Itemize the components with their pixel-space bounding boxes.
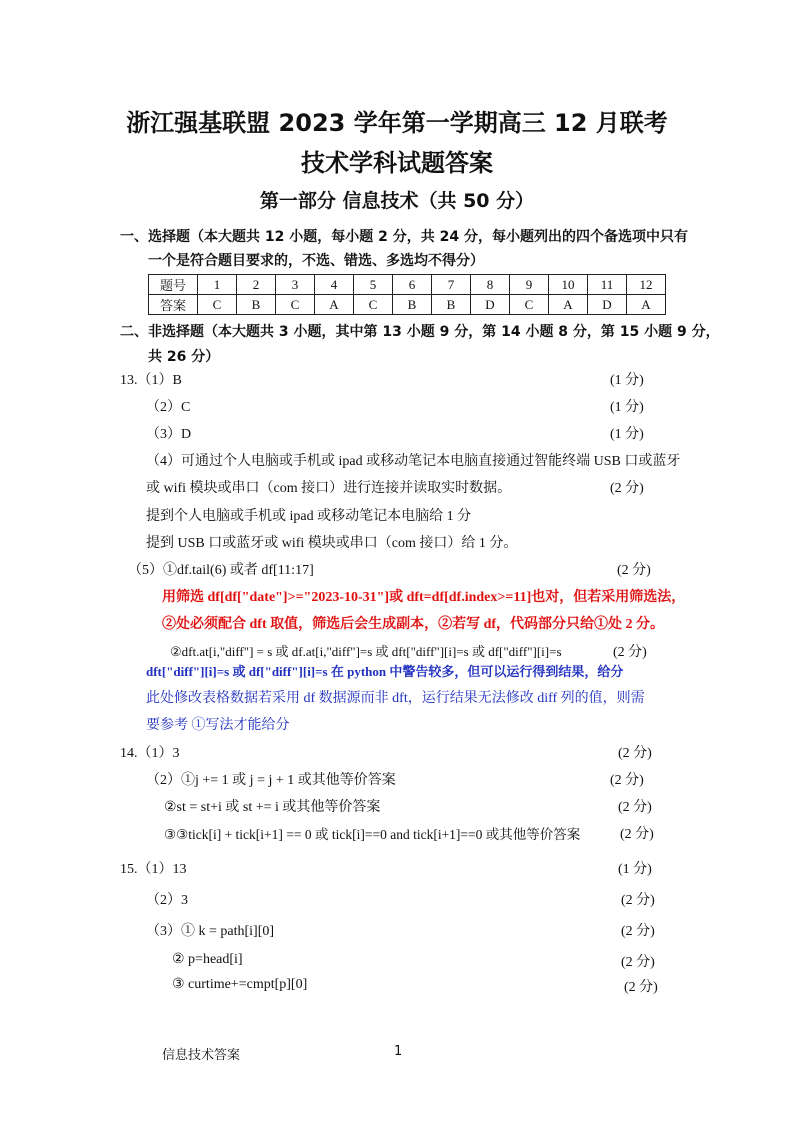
table-cell: 3 xyxy=(276,275,315,295)
q14-answer-1: 14.（1）3 xyxy=(120,746,180,761)
q13-score-4: (2 分) xyxy=(610,481,644,496)
q15-score-1: (1 分) xyxy=(618,862,652,877)
page-subtitle: 技术学科试题答案 xyxy=(301,149,493,177)
q14-score-4: (2 分) xyxy=(620,827,654,842)
table-cell: 8 xyxy=(471,275,510,295)
q13-answer-4: （4）可通过个人电脑或手机或 ipad 或移动笔记本电脑直接通过智能终端 USB 口或蓝牙 xyxy=(146,454,681,469)
table-cell: B xyxy=(393,295,432,315)
q15-answer-1: 15.（1）13 xyxy=(120,862,187,877)
table-cell: C xyxy=(276,295,315,315)
table-cell: 12 xyxy=(627,275,666,295)
q13-red-note-1: 用筛选 df[df["date"]>="2023-10-31"]或 dft=df[df.index>=11]也对，但若采用筛选法， xyxy=(162,590,686,605)
table-cell: 4 xyxy=(315,275,354,295)
table-cell: 11 xyxy=(588,275,627,295)
q15-answer-2: （2）3 xyxy=(146,893,188,908)
table-cell: C xyxy=(198,295,237,315)
section1-heading-cont: 一个是符合题目要求的，不选、错选、多选均不得分） xyxy=(148,253,484,269)
q13-blue-note-1: dft["diff"][i]=s 或 df["diff"][i]=s 在 python 中警告较多，但可以运行得到结果，给分 xyxy=(146,664,624,679)
q13-answer-2: （2）C xyxy=(146,400,191,415)
q13-answer-1: 13.（1）B xyxy=(120,373,182,388)
q13-note-2: 提到 USB 口或蓝牙或 wifi 模块或串口（com 接口）给 1 分。 xyxy=(146,536,518,551)
q13-score-5: (2 分) xyxy=(617,563,651,578)
q14-score-2: (2 分) xyxy=(610,773,644,788)
table-cell: 10 xyxy=(549,275,588,295)
q13-score-5-2: (2 分) xyxy=(613,645,647,660)
q14-answer-2: （2）①j += 1 或 j = j + 1 或其他等价答案 xyxy=(146,773,396,788)
q13-answer-5-2: ②dft.at[i,"diff"] = s 或 df.at[i,"diff"]=s 或 dft["diff"][i]=s 或 df["diff"][i]=s xyxy=(170,644,562,659)
table-cell: A xyxy=(549,295,588,315)
table-row-label: 题号 xyxy=(149,275,198,295)
part-title: 第一部分 信息技术（共 50 分） xyxy=(259,190,535,212)
table-cell: A xyxy=(627,295,666,315)
q14-score-1: (2 分) xyxy=(618,746,652,761)
q13-red-note-2: ②处必须配合 dft 取值，筛选后会生成副本，②若写 df，代码部分只给①处 2 分。 xyxy=(162,617,665,632)
q13-answer-3: （3）D xyxy=(146,427,192,442)
section2-heading: 二、非选择题（本大题共 3 小题，其中第 13 小题 9 分，第 14 小题 8 分，第 15 小题 9 分， xyxy=(120,324,720,340)
q15-score-3: (2 分) xyxy=(621,924,655,939)
q15-score-5: (2 分) xyxy=(624,980,658,995)
table-cell: B xyxy=(432,295,471,315)
q13-score-3: (1 分) xyxy=(610,427,644,442)
table-cell: D xyxy=(588,295,627,315)
page-number: 1 xyxy=(394,1044,403,1059)
q13-blue-note-3: 要参考 ①写法才能给分 xyxy=(146,718,290,733)
q15-answer-5: ③ curtime+=cmpt[p][0] xyxy=(172,977,308,992)
table-cell: 1 xyxy=(198,275,237,295)
table-cell: C xyxy=(510,295,549,315)
table-cell: 5 xyxy=(354,275,393,295)
footer-label: 信息技术答案 xyxy=(162,1047,241,1062)
table-cell: C xyxy=(354,295,393,315)
q15-answer-3: （3）① k = path[i][0] xyxy=(146,924,275,939)
table-cell: A xyxy=(315,295,354,315)
q13-note-1: 提到个人电脑或手机或 ipad 或移动笔记本电脑给 1 分 xyxy=(146,509,472,524)
table-row-label: 答案 xyxy=(149,295,198,315)
table-cell: D xyxy=(471,295,510,315)
section2-heading-cont: 共 26 分） xyxy=(148,349,220,365)
q13-blue-note-2: 此处修改表格数据若采用 df 数据源而非 dft，运行结果无法修改 diff 列的值，则需 xyxy=(146,691,645,706)
section1-heading: 一、选择题（本大题共 12 小题，每小题 2 分，共 24 分，每小题列出的四个备选项中只有 xyxy=(120,229,688,245)
q13-score-1: (1 分) xyxy=(610,373,644,388)
table-cell: 9 xyxy=(510,275,549,295)
q13-answer-4-cont: 或 wifi 模块或串口（com 接口）进行连接并读取实时数据。 xyxy=(146,481,512,496)
q14-answer-4: ③③tick[i] + tick[i+1] == 0 或 tick[i]==0 and tick[i+1]==0 或其他等价答案 xyxy=(164,827,581,842)
table-cell: B xyxy=(237,295,276,315)
answer-table xyxy=(148,274,666,315)
table-row xyxy=(149,295,666,315)
table-cell: 7 xyxy=(432,275,471,295)
page-title: 浙江强基联盟 2023 学年第一学期高三 12 月联考 xyxy=(126,109,668,137)
q14-answer-3: ②st = st+i 或 st += i 或其他等价答案 xyxy=(164,800,381,815)
q15-score-4: (2 分) xyxy=(621,955,655,970)
table-row xyxy=(149,275,666,295)
q13-answer-5: （5）①df.tail(6) 或者 df[11:17] xyxy=(128,563,314,578)
q15-answer-4: ② p=head[i] xyxy=(172,952,243,967)
table-cell: 2 xyxy=(237,275,276,295)
q13-score-2: (1 分) xyxy=(610,400,644,415)
q15-score-2: (2 分) xyxy=(621,893,655,908)
q14-score-3: (2 分) xyxy=(618,800,652,815)
table-cell: 6 xyxy=(393,275,432,295)
